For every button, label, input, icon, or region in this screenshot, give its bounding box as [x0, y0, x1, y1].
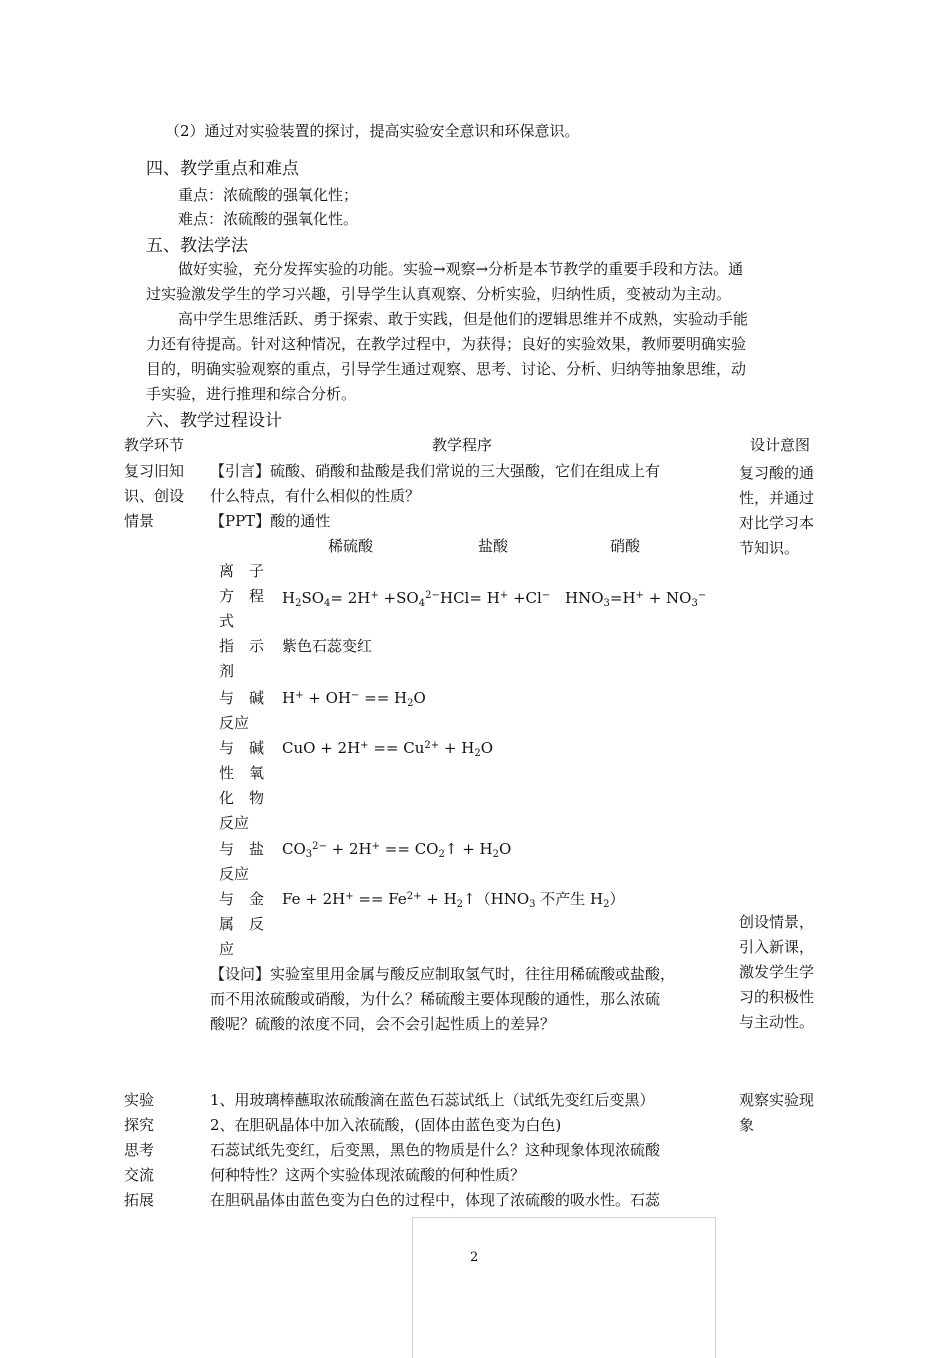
intent1-line-4: 节知识。 — [739, 539, 800, 557]
page-number: 2 — [470, 1250, 479, 1265]
row2-stage-line-1: 实验 — [124, 1091, 155, 1109]
method-paragraph-2-line-2: 力还有待提高。针对这种情况，在教学过程中，为获得；良好的实验效果，教师要明确实验 — [146, 335, 747, 353]
intent1-line-1: 复习酸的通 — [739, 464, 815, 482]
intent2-line-2: 引入新课， — [739, 938, 815, 956]
prop-oxide-label-4: 反应 — [219, 814, 250, 832]
row2-stage-line-3: 思考 — [124, 1141, 155, 1159]
acid-col-dilute-sulfuric: 稀硫酸 — [328, 537, 374, 555]
row1-stage-line-3: 情景 — [124, 512, 155, 530]
header-program: 教学程序 — [432, 436, 493, 454]
section-5-heading: 五、教法学法 — [146, 236, 248, 256]
section-4-heading: 四、教学重点和难点 — [146, 159, 299, 179]
method-paragraph-2-line-4: 手实验，进行推理和综合分析。 — [146, 385, 357, 403]
prop-indicator-label-2: 剂 — [219, 662, 235, 680]
acid-col-hydrochloric: 盐酸 — [478, 537, 509, 555]
row2-intent-line-2: 象 — [739, 1116, 755, 1134]
eq-h2so4-ionization: $H_2SO_4= 2H^+ +SO_4^{2-}$ — [282, 589, 440, 609]
section-6-heading: 六、教学过程设计 — [146, 411, 282, 431]
prop-oxide-label-3: 化 物 — [219, 789, 265, 807]
header-stage: 教学环节 — [124, 436, 185, 454]
goal-2-text: （2）通过对实验装置的探讨，提高实验安全意识和环保意识。 — [165, 122, 580, 140]
intent1-line-3: 对比学习本 — [739, 514, 815, 532]
row2-program-line-4: 何种特性？这两个实验体现浓硫酸的何种性质？ — [210, 1166, 526, 1184]
prop-oxide-label-2: 性 氧 — [219, 764, 265, 782]
prop-indicator-label-1: 指 示 — [219, 637, 265, 655]
prop-oxide-label-1: 与 碱 — [219, 739, 265, 757]
row2-stage-line-4: 交流 — [124, 1166, 155, 1184]
row2-intent-line-1: 观察实验现 — [739, 1091, 815, 1109]
prop-metal-label-1: 与 金 — [219, 890, 265, 908]
row2-program-line-1: 1、用玻璃棒蘸取浓硫酸滴在蓝色石蕊试纸上（试纸先变红后变黑） — [210, 1091, 655, 1109]
key-point-text: 重点：浓硫酸的强氧化性； — [178, 186, 359, 204]
intent2-line-4: 习的积极性 — [739, 988, 815, 1006]
eq-neutralization: $H^+ + OH^- == H_2O$ — [282, 689, 426, 709]
question-line-1: 【设问】实验室里用金属与酸反应制取氢气时，往往用稀硫酸或盐酸， — [210, 965, 676, 983]
indicator-value: 紫色石蕊变红 — [282, 637, 373, 655]
row2-program-line-5: 在胆矾晶体由蓝色变为白色的过程中，体现了浓硫酸的吸水性。石蕊 — [210, 1191, 661, 1209]
eq-iron-reaction: $Fe + 2H^+ == Fe^{2+}$ + $H_2↑(HNO_3$ 不产生 $H_2$） — [282, 890, 625, 910]
prop-base-label-1: 与 碱 — [219, 689, 265, 707]
prop-metal-label-2: 属 反 — [219, 915, 265, 933]
intent1-line-2: 性，并通过 — [739, 489, 815, 507]
method-paragraph-1-line-2: 过实验激发学生的学习兴趣，引导学生认真观察、分析实验，归纳性质，变被动为主动。 — [146, 285, 732, 303]
difficulty-text: 难点：浓硫酸的强氧化性。 — [178, 210, 359, 228]
row2-program-line-2: 2、在胆矾晶体中加入浓硫酸，(固体由蓝色变为白色) — [210, 1116, 562, 1134]
row2-program-line-3: 石蕊试纸先变红，后变黑，黑色的物质是什么？这种现象体现浓硫酸 — [210, 1141, 661, 1159]
ppt-title: 【PPT】酸的通性 — [210, 512, 331, 530]
prop-salt-label-1: 与 盐 — [219, 840, 265, 858]
method-paragraph-1-line-1: 做好实验，充分发挥实验的功能。实验→观察→分析是本节教学的重要手段和方法。通 — [178, 260, 744, 278]
intro-line-2: 什么特点，有什么相似的性质？ — [210, 487, 421, 505]
acid-col-nitric: 硝酸 — [610, 537, 641, 555]
intent2-line-3: 激发学生学 — [739, 963, 815, 981]
prop-metal-label-3: 应 — [219, 940, 235, 958]
method-paragraph-2-line-1: 高中学生思维活跃、勇于探索、敢于实践，但是他们的逻辑思维并不成熟，实验动手能 — [178, 310, 749, 328]
intro-line-1: 【引言】硫酸、硝酸和盐酸是我们常说的三大强酸，它们在组成上有 — [210, 462, 661, 480]
prop-salt-label-2: 反应 — [219, 865, 250, 883]
intent2-line-1: 创设情景， — [739, 913, 815, 931]
eq-hno3-ionization: $HNO_3=H^+ + NO_3^-$ — [565, 589, 707, 609]
row1-stage-line-2: 识、创设 — [124, 487, 185, 505]
row2-stage-line-5: 拓展 — [124, 1191, 155, 1209]
method-paragraph-2-line-3: 目的，明确实验观察的重点，引导学生通过观察、思考、讨论、分析、归纳等抽象思维，动 — [146, 360, 747, 378]
question-line-2: 而不用浓硫酸或硝酸，为什么？稀硫酸主要体现酸的通性，那么浓硫 — [210, 990, 661, 1008]
row2-stage-line-2: 探究 — [124, 1116, 155, 1134]
question-line-3: 酸呢？硫酸的浓度不同，会不会引起性质上的差异？ — [210, 1015, 556, 1033]
eq-cuo-reaction: CuO + $2H^+ == Cu^{2+} + H_2O$ — [282, 739, 493, 759]
row1-stage-line-1: 复习旧知 — [124, 462, 185, 480]
footer-frame — [412, 1217, 716, 1358]
header-intent: 设计意图 — [750, 436, 811, 454]
prop-ionic-label-3: 式 — [219, 612, 235, 630]
intent2-line-5: 与主动性。 — [739, 1013, 815, 1031]
prop-base-label-2: 反应 — [219, 714, 250, 732]
eq-hcl-ionization: HCl= H+ +Cl− — [440, 589, 551, 607]
eq-carbonate-reaction: $CO_3^{2-} + 2H^+$ == $CO_2↑ + H_2O$ — [282, 840, 512, 860]
prop-ionic-label-2: 方 程 — [219, 587, 265, 605]
prop-ionic-label-1: 离 子 — [219, 562, 265, 580]
